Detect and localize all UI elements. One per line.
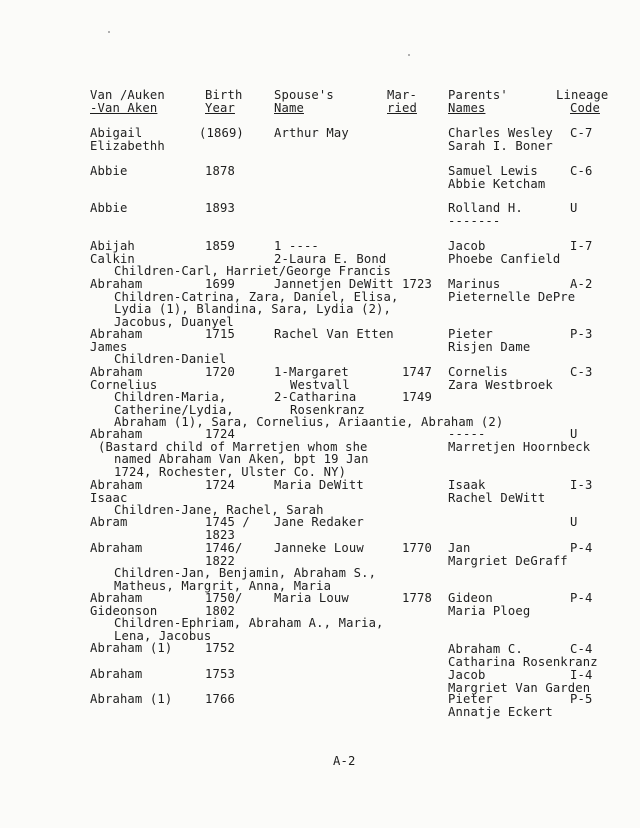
entry-parents: Phoebe Canfield <box>448 252 561 266</box>
entry-spouse: Rachel Van Etten <box>274 327 394 341</box>
entry-code: P-4 <box>570 541 593 555</box>
entry-code: I-4 <box>570 668 593 682</box>
entry-parents: Isaak <box>448 478 486 492</box>
entry-name: Abraham <box>90 478 143 492</box>
entry-notes: Children-Daniel <box>114 352 227 366</box>
entry-code: U <box>570 201 578 215</box>
entry-code: C-3 <box>570 365 593 379</box>
header-name-line2: -Van Aken <box>90 101 158 115</box>
entry-spouse: Jannetjen DeWitt <box>274 277 394 291</box>
entry-parents: Pieternelle DePre <box>448 290 576 304</box>
entry-notes: Jacobus, Duanyel <box>114 315 234 329</box>
entry-parents: Samuel Lewis <box>448 164 538 178</box>
header-lineage-line2: Code <box>570 101 600 115</box>
entry-parents: Marinus <box>448 277 501 291</box>
entry-parents: Marretjen Hoornbeck <box>448 440 591 454</box>
entry-parents: ------- <box>448 214 501 228</box>
entry-parents: Rachel DeWitt <box>448 491 546 505</box>
entry-birth: 1745 / <box>205 515 250 529</box>
entry-birth: 1720 <box>205 365 235 379</box>
entry-notes: Children-Catrina, Zara, Daniel, Elisa, <box>114 290 399 304</box>
entry-parents: Annatje Eckert <box>448 705 553 719</box>
header-spouse-line2: Name <box>274 101 304 115</box>
entry-parents: Gideon <box>448 591 493 605</box>
header-married-line2: ried <box>387 101 417 115</box>
entry-code: U <box>570 427 578 441</box>
entry-parents: Rolland H. <box>448 201 523 215</box>
entry-notes: named Abraham Van Aken, bpt 19 Jan <box>114 452 369 466</box>
entry-parents: ----- <box>448 427 486 441</box>
entry-name: Cornelius <box>90 378 158 392</box>
entry-name: Gideonson <box>90 604 158 618</box>
entry-birth: 1766 <box>205 692 235 706</box>
entry-spouse: Maria DeWitt <box>274 478 364 492</box>
entry-spouse: 2-Laura E. Bond <box>274 252 387 266</box>
entry-notes: Children-Ephriam, Abraham A., Maria, <box>114 616 384 630</box>
header-lineage-line1: Lineage <box>556 88 609 102</box>
entry-name: Abraham <box>90 327 143 341</box>
entry-parents: Margriet DeGraff <box>448 554 568 568</box>
entry-name: Abraham <box>90 541 143 555</box>
entry-birth: 1859 <box>205 239 235 253</box>
entry-name: Abigail <box>90 126 143 140</box>
header-parents-line2: Names <box>448 101 486 115</box>
entry-code: P-4 <box>570 591 593 605</box>
entry-birth: 1893 <box>205 201 235 215</box>
entry-notes: (Bastard child of Marretjen whom she <box>98 440 368 454</box>
entry-parents: Jan <box>448 541 471 555</box>
entry-married: 1778 <box>402 591 432 605</box>
entry-parents: Abbie Ketcham <box>448 177 546 191</box>
entry-code: I-7 <box>570 239 593 253</box>
entry-notes: Matheus, Margrit, Anna, Maria <box>114 579 332 593</box>
entry-code: A-2 <box>570 277 593 291</box>
entry-birth: 1802 <box>205 604 235 618</box>
entry-birth: 1746/ <box>205 541 243 555</box>
entry-name: James <box>90 340 128 354</box>
entry-code: P-5 <box>570 692 593 706</box>
entry-birth: 1715 <box>205 327 235 341</box>
entry-name: Abijah <box>90 239 135 253</box>
entry-name: Abraham <box>90 277 143 291</box>
page-number: A-2 <box>333 754 356 768</box>
entry-birth: 1753 <box>205 667 235 681</box>
entry-parents: Jacob <box>448 239 486 253</box>
entry-name: Abbie <box>90 164 128 178</box>
entry-code: P-3 <box>570 327 593 341</box>
entry-name: Elizabethh <box>90 139 165 153</box>
entry-name: Isaac <box>90 491 128 505</box>
scan-speck <box>408 54 410 56</box>
entry-spouse: 1-Margaret <box>274 365 349 379</box>
entry-birth: 1823 <box>205 528 235 542</box>
entry-parents: Risjen Dame <box>448 340 531 354</box>
header-parents-line1: Parents' <box>448 88 508 102</box>
entry-notes: Children-Jane, Rachel, Sarah <box>114 503 324 517</box>
entry-notes: Lena, Jacobus <box>114 629 212 643</box>
entry-birth: 1699 <box>205 277 235 291</box>
entry-parents: Pieter <box>448 692 493 706</box>
entry-code: U <box>570 515 578 529</box>
entry-spouse: 1 ---- <box>274 239 319 253</box>
entry-parents: Charles Wesley <box>448 126 553 140</box>
entry-parents: Maria Ploeg <box>448 604 531 618</box>
entry-married: 1749 <box>402 390 432 404</box>
entry-name: Abraham <box>90 427 143 441</box>
entry-birth: (1869) <box>199 126 244 140</box>
entry-birth: 1752 <box>205 641 235 655</box>
entry-parents: Pieter <box>448 327 493 341</box>
entry-name: Abraham <box>90 591 143 605</box>
entry-birth: 1750/ <box>205 591 243 605</box>
entry-spouse: Maria Louw <box>274 591 349 605</box>
entry-notes: Children-Jan, Benjamin, Abraham S., <box>114 566 377 580</box>
entry-birth: 1724 <box>205 478 235 492</box>
header-birth-line1: Birth <box>205 88 243 102</box>
entry-spouse: Westvall <box>290 378 350 392</box>
entry-married: 1770 <box>402 541 432 555</box>
header-name-line1: Van /Auken <box>90 88 165 102</box>
entry-married: 1723 <box>402 277 432 291</box>
entry-spouse: Rosenkranz <box>290 403 365 417</box>
entry-code: C-4 <box>570 642 593 656</box>
entry-notes: Catherine/Lydia, <box>114 403 234 417</box>
entry-spouse: 2-Catharina <box>274 390 357 404</box>
entry-spouse: Janneke Louw <box>274 541 364 555</box>
entry-spouse: Arthur May <box>274 126 349 140</box>
entry-parents: Margriet Van Garden <box>448 681 591 695</box>
entry-parents: Zara Westbroek <box>448 378 553 392</box>
entry-parents: Abraham C. <box>448 642 523 656</box>
entry-name: Abraham (1) <box>90 641 173 655</box>
entry-parents: Sarah I. Boner <box>448 139 553 153</box>
scan-speck <box>108 31 110 33</box>
header-married-line1: Mar- <box>387 88 417 102</box>
entry-notes: Lydia (1), Blandina, Sara, Lydia (2), <box>114 302 392 316</box>
entry-name: Calkin <box>90 252 135 266</box>
entry-notes: Children-Carl, Harriet/George Francis <box>114 264 392 278</box>
entry-code: C-7 <box>570 126 593 140</box>
entry-name: Abbie <box>90 201 128 215</box>
entry-notes: 1724, Rochester, Ulster Co. NY) <box>114 465 347 479</box>
entry-name: Abraham <box>90 667 143 681</box>
header-spouse-line1: Spouse's <box>274 88 334 102</box>
entry-notes: Abraham (1), Sara, Cornelius, Ariaantie, Abraham (2) <box>114 415 504 429</box>
entry-name: Abraham <box>90 365 143 379</box>
entry-code: C-6 <box>570 164 593 178</box>
header-birth-line2: Year <box>205 101 235 115</box>
entry-code: I-3 <box>570 478 593 492</box>
entry-birth: 1822 <box>205 554 235 568</box>
entry-parents: Catharina Rosenkranz <box>448 655 598 669</box>
entry-married: 1747 <box>402 365 432 379</box>
entry-name: Abraham (1) <box>90 692 173 706</box>
entry-parents: Cornelis <box>448 365 508 379</box>
entry-spouse: Jane Redaker <box>274 515 364 529</box>
entry-birth: 1878 <box>205 164 235 178</box>
entry-notes: Children-Maria, <box>114 390 227 404</box>
entry-birth: 1724 <box>205 427 235 441</box>
entry-name: Abram <box>90 515 128 529</box>
entry-parents: Jacob <box>448 668 486 682</box>
